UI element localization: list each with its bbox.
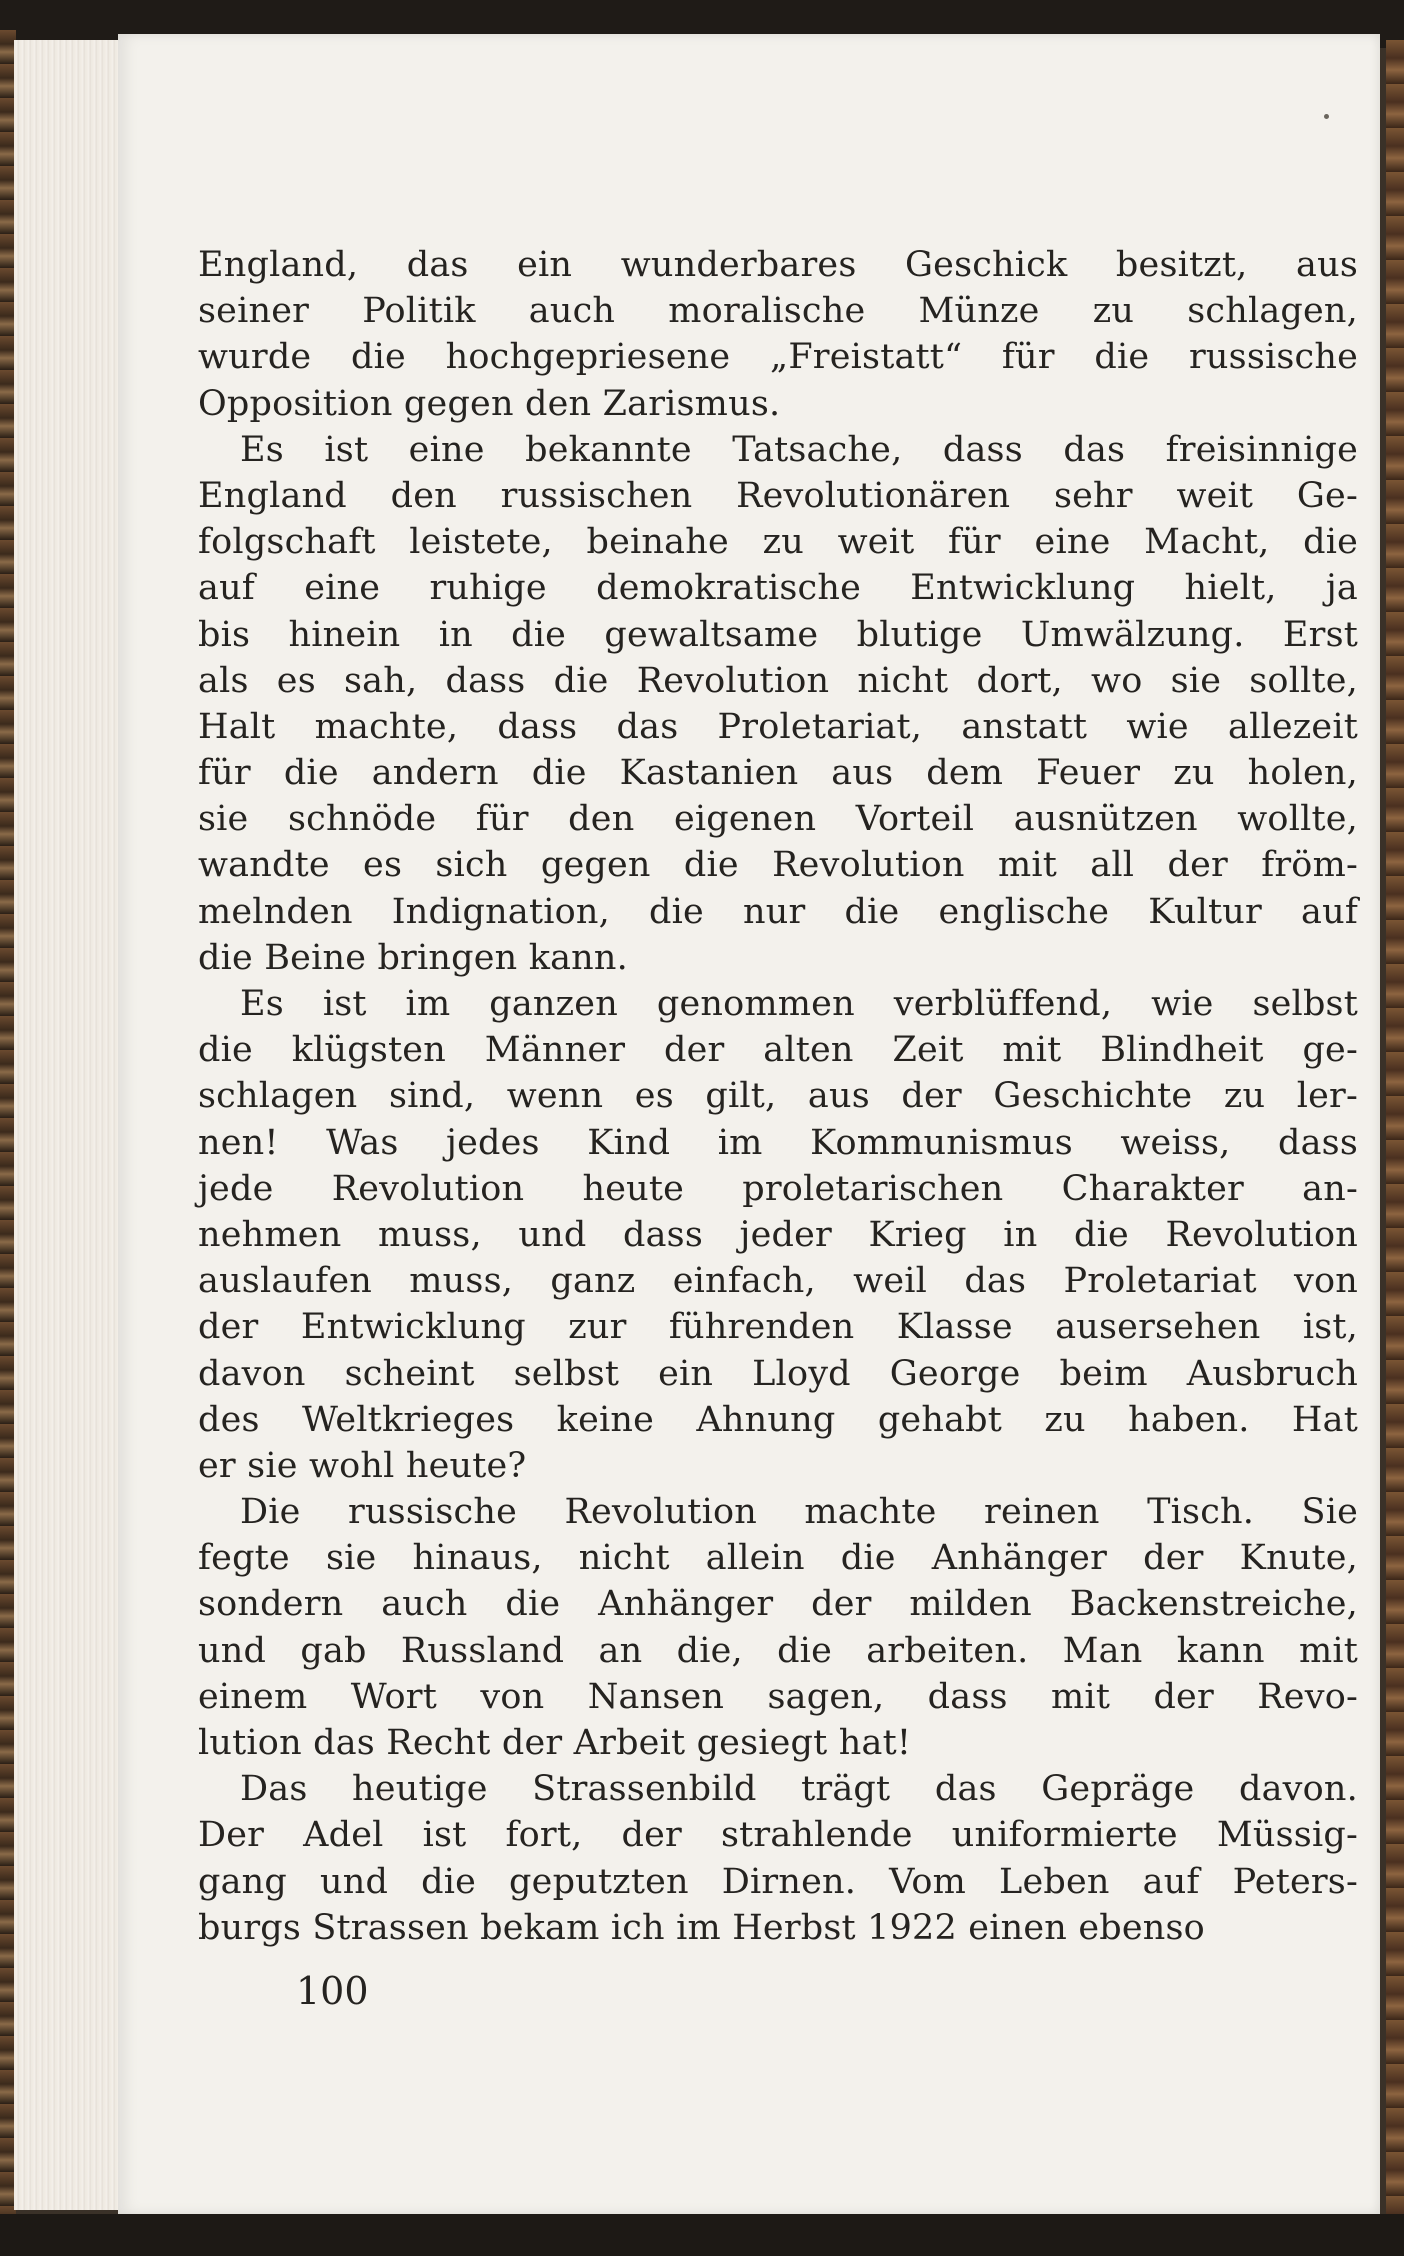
page-stack-edges [14,40,121,2210]
text-line: als es sah, dass die Revolution nicht dort, wo sie sollte, [198,660,1358,701]
text-line: er sie wohl heute? [198,1445,527,1486]
text-line: gang und die geputzten Dirnen. Vom Leben auf Peters- [198,1861,1358,1902]
text-line: der Entwicklung zur führenden Klasse ausersehen ist, [198,1307,1358,1348]
text-line: seiner Politik auch moralische Münze zu schlagen, [198,291,1358,332]
text-line: jede Revolution heute proletarischen Charakter an- [198,1168,1358,1209]
text-line: sie schnöde für den eigenen Vorteil ausnützen wollte, [198,799,1358,840]
text-line: schlagen sind, wenn es gilt, aus der Geschichte zu ler- [198,1076,1358,1117]
text-line: auslaufen muss, ganz einfach, weil das Proletariat von [198,1261,1358,1302]
text-line: Opposition gegen den Zarismus. [198,383,781,424]
text-line: folgschaft leistete, beinahe zu weit für eine Macht, die [198,522,1358,563]
text-line: Die russische Revolution machte reinen Tisch. Sie [240,1492,1358,1533]
text-line: Es ist im ganzen genommen verblüffend, wie selbst [240,984,1358,1024]
paragraph [198,1489,1358,1766]
text-line: England den russischen Revolutionären sehr weit Ge- [198,475,1358,516]
text-line: fegte sie hinaus, nicht allein die Anhänger der Knute, [198,1538,1358,1579]
paragraph [198,427,1358,981]
text-line: wandte es sich gegen die Revolution mit all der fröm- [198,845,1358,886]
text-line: England, das ein wunderbares Geschick besitzt, aus [198,245,1358,285]
text-line: sondern auch die Anhänger der milden Backenstreiche, [198,1584,1358,1625]
text-line: wurde die hochgepriesene „Freistatt“ für die russische [198,337,1358,378]
body-text [198,242,1358,1951]
text-line: melnden Indignation, die nur die englische Kultur auf [198,891,1358,932]
text-line: burgs Strassen bekam ich im Herbst 1922 einen ebenso [198,1907,1205,1948]
book-cover-right-edge [1386,40,1404,2240]
paper-speck [1324,114,1329,119]
text-line: nehmen muss, und dass jeder Krieg in die Revolution [198,1214,1358,1255]
text-line: auf eine ruhige demokratische Entwicklung hielt, ja [198,568,1358,609]
text-line: Halt machte, dass das Proletariat, anstatt wie allezeit [198,706,1358,747]
text-line: die Beine bringen kann. [198,937,628,978]
paragraph [198,1766,1358,1951]
text-line: und gab Russland an die, die arbeiten. Man kann mit [198,1630,1358,1671]
text-line: davon scheint selbst ein Lloyd George beim Ausbruch [198,1353,1358,1394]
page-number: 100 [296,1969,369,2013]
text-line: des Weltkrieges keine Ahnung gehabt zu haben. Hat [198,1399,1358,1440]
text-line: bis hinein in die gewaltsame blutige Umwälzung. Erst [198,614,1358,655]
paragraph [198,242,1358,427]
background-bottom [0,2214,1404,2256]
paragraph [198,981,1358,1489]
text-line: lution das Recht der Arbeit gesiegt hat! [198,1723,912,1763]
text-line: nen! Was jedes Kind im Kommunismus weiss, dass [198,1122,1358,1163]
text-line: für die andern die Kastanien aus dem Feuer zu holen, [198,753,1358,794]
text-line: Das heutige Strassenbild trägt das Gepräge davon. [240,1769,1358,1810]
text-line: die klügsten Männer der alten Zeit mit Blindheit ge- [198,1030,1358,1071]
text-line: einem Wort von Nansen sagen, dass mit der Revo- [198,1676,1358,1717]
text-line: Es ist eine bekannte Tatsache, dass das freisinnige [240,429,1358,470]
text-line: Der Adel ist fort, der strahlende uniformierte Müssig- [198,1815,1358,1856]
